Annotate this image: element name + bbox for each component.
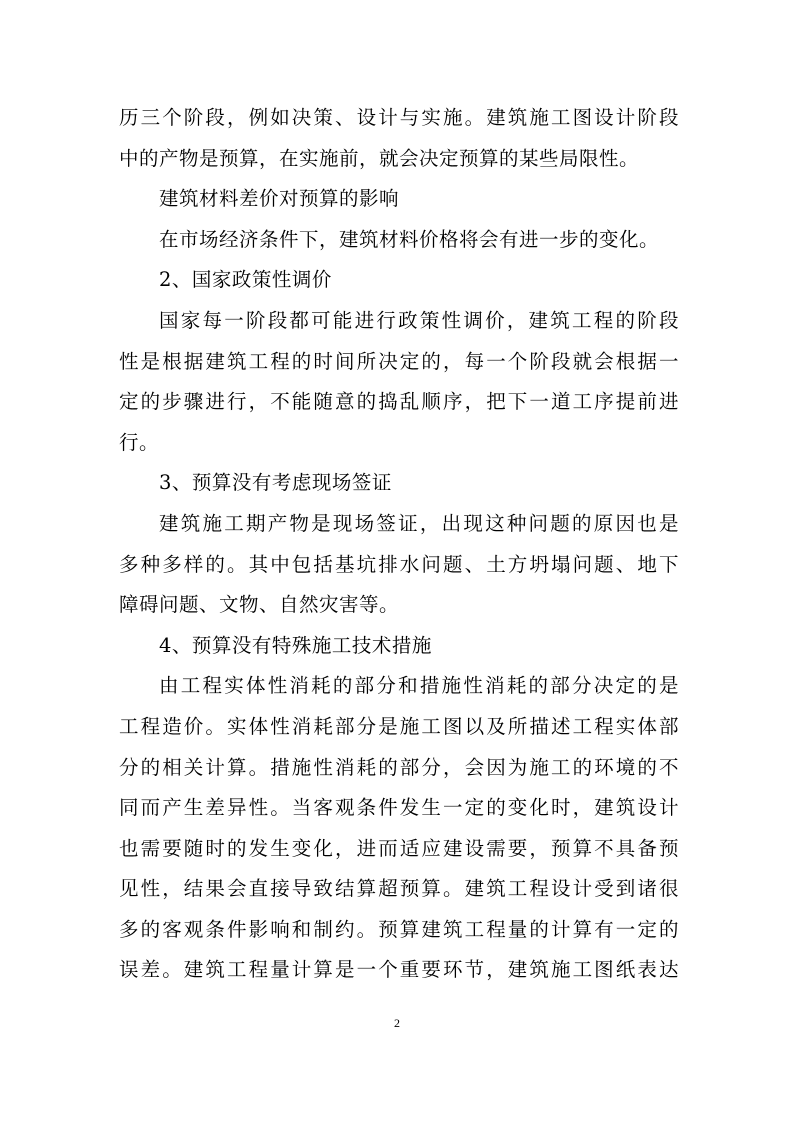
text-line: 同而产生差异性。当客观条件发生一定的变化时，建筑设计	[119, 796, 679, 820]
text-line: 分的相关计算。措施性消耗的部分，会因为施工的环境的不	[119, 755, 679, 779]
text-line: 行。	[119, 430, 160, 454]
text-line: 误差。建筑工程量计算是一个重要环节，建筑施工图纸表达	[119, 958, 679, 982]
text-line: 2、国家政策性调价	[159, 268, 332, 292]
text-line: 历三个阶段，例如决策、设计与实施。建筑施工图设计阶段	[119, 106, 679, 129]
text-line: 国家每一阶段都可能进行政策性调价，建筑工程的阶段	[159, 308, 679, 332]
text-line: 中的产物是预算，在实施前，就会决定预算的某些局限性。	[119, 146, 640, 170]
text-line: 见性，结果会直接导致结算超预算。建筑工程设计受到诸很	[119, 877, 679, 901]
text-line: 多种多样的。其中包括基坑排水问题、土方坍塌问题、地下	[119, 552, 679, 576]
text-line: 在市场经济条件下，建筑材料价格将会有进一步的变化。	[159, 227, 660, 251]
page-number: 2	[394, 1016, 400, 1030]
text-line: 工程造价。实体性消耗部分是施工图以及所描述工程实体部	[119, 714, 679, 738]
text-line: 建筑材料差价对预算的影响	[159, 187, 400, 211]
text-line: 3、预算没有考虑现场签证	[159, 471, 392, 495]
document-body	[119, 98, 679, 991]
text-line: 4、预算没有特殊施工技术措施	[159, 633, 432, 657]
text-line: 也需要随时的发生变化，进而适应建设需要，预算不具备预	[119, 836, 679, 860]
text-line: 定的步骤进行，不能随意的捣乱顺序，把下一道工序提前进	[119, 390, 679, 414]
text-line: 多的客观条件影响和制约。预算建筑工程量的计算有一定的	[119, 917, 679, 941]
text-line: 障碍问题、文物、自然灾害等。	[119, 593, 400, 617]
text-line: 性是根据建筑工程的时间所决定的，每一个阶段就会根据一	[119, 349, 679, 373]
text-line: 由工程实体性消耗的部分和措施性消耗的部分决定的是	[159, 674, 679, 698]
text-line: 建筑施工期产物是现场签证，出现这种问题的原因也是	[159, 511, 679, 535]
